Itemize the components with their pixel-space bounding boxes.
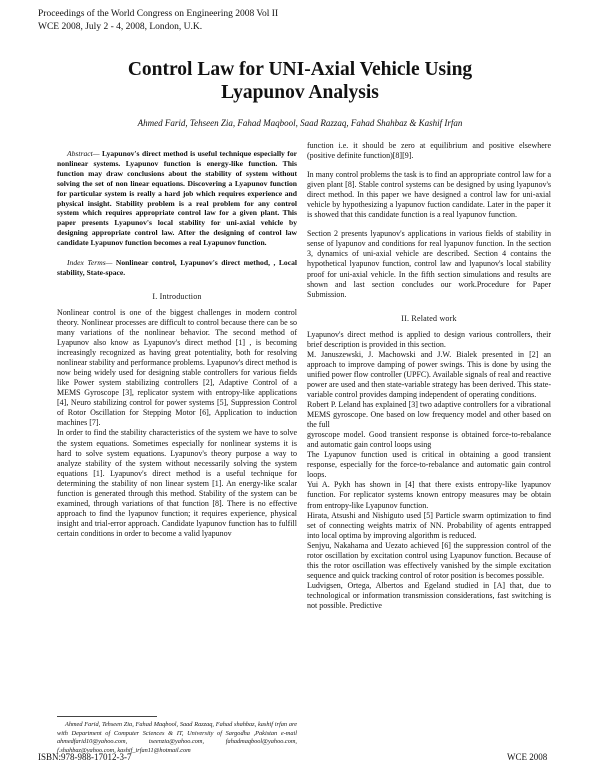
index-terms-text: Nonlinear control, Lyapunov's direct method, , Local stability, State-space. (57, 258, 297, 277)
conference-footer: WCE 2008 (507, 752, 548, 762)
abstract (57, 149, 297, 248)
conference-name: Proceedings of the World Congress on Engineering 2008 Vol II (38, 9, 279, 19)
right-column (307, 141, 551, 611)
paragraph: gyroscope model. Good transient response is obtained force-to-rebalance and automatic gain control loops using (307, 430, 551, 450)
paragraph: Lyapunov's direct method is applied to design various controllers, their brief description is provided in this section. (307, 329, 551, 349)
title-line-2: Lyapunov Analysis (221, 82, 379, 103)
paragraph: Hirata, Atsushi and Nishiguto used [5] Particle swarm optimization to find set of connecting weights matrix of NN. Probability of agents entrapped into local optima by improving algorithm is reduced. (307, 510, 551, 540)
paper-title (0, 58, 600, 104)
isbn-footer: ISBN:978-988-17012-3-7 (38, 752, 132, 762)
paragraph: Yui A. Pykh has shown in [4] that there exists entropy-like lyapunov function. For replicator systems known entropy measures may be obtain from entropy-like Lyapunov function. (307, 480, 551, 510)
footnote-text: Ahmed Farid, Tehseen Zia, Fahad Maqbool, Saad Razzaq, Fahad shahbaz, kashif irfan are with Department of Computer Sciences & IT, University of Sargodha ,Pakistan e-mail ahmedfarid10@yahoo.com, tseenzia@yahoo.com, fahadmaqbool@yahoo.com, f.shahbaz@yahoo.com, kashif_irfan11@hotmail.com (57, 721, 297, 754)
index-terms-label: Index Terms— (67, 258, 113, 268)
footnote-divider (57, 716, 157, 717)
section-heading-introduction: I. Introduction (152, 291, 202, 301)
paragraph: Nonlinear control is one of the biggest challenges in modern control theory. Nonlinear processes are difficult to control because there can be so many variations of the nonlinear behavior. The second method of Lyapunov also know as Lyapunov's direct method [1] , is becoming increasingly recognized as having great potentiality, both for resolving nonlinear stability and performance problems. Lyapunov's direct method is now being widely used for designing stable controllers for various fields like Power system stabilizing controllers [2], Adaptive Control of a MEMS Gyroscope [3], replicator system with entropy-like applications [4], Neuro stabilizing control for power systems [5], Suppression Control of Rotor Oscillation for Stepping Motor [6], Application to induction machines [7]. (57, 307, 297, 428)
paragraph: function i.e. it should be zero at equilibrium and positive elsewhere (positive definite function)[8][9]. (307, 141, 551, 161)
paragraph: In order to find the stability characteristics of the system we have to solve the system equations. Sometimes especially for nonlinear systems it is hard to solve system equations. Lyapunov's theory purpose a way to analyze stability of the system without necessarily solving the system equations [1]. Lyapunov's direct method is a useful technique for determining the stability of non linear system [1]. An energy-like scalar function is generated through this method. Stability of the system can be examined, through variations of that function [8]. There is no effective approach to find the lyapunov function; it requires experience, physical insight and trial-error approach. Candidate lyapunov function has to fulfill certain conditions in order to become a valid lyapunov (57, 428, 297, 538)
left-column (57, 149, 297, 539)
paragraph: Section 2 presents lyapunov's applications in various fields of stability in sense of lyapunov and conditions for real lyapunov function. In the section 3, dynamics of uni-axial vehicle are described. Section 4 contains the hypothetical lyapunov function, control law and lyapunov's local stability proof for uni-axial vehicle. In the fifth section simulations and results are shown and last section concludes our work.Procedure for Paper Submission. (307, 229, 551, 299)
abstract-text: Lyapunov's direct method is useful technique especially for nonlinear systems. Lyapunov function is energy-like function. This function may draw conclusions about the stability of system without solving the set of non linear equations. Discovering a Lyapunov function for particular system is really a hard job which requires experience and physical insight. Stability problem is a real problem for any control system which requires appropriate control law for a given plant. This paper presents Lyapunov's local stability for uni-axial vehicle by designing appropriate control law. After the designing of control law candidate Lyapunov function becomes a real Lyapunov function. (57, 149, 297, 248)
paragraph: The Lyapunov function used is critical in obtaining a good transient response, especially for the force-to-rebalance and automatic gain control loops. (307, 450, 551, 480)
abstract-label: Abstract— (67, 149, 100, 158)
paragraph: Robert P. Leland has explained [3] two adaptive controllers for a vibrational MEMS gyroscope. One based on low frequency model and other based on the full (307, 400, 551, 430)
paragraph: Senjyu, Nakahama and Uezato achieved [6] the suppression control of the rotor oscillation by excitation control using Lyapunov function. Because of this the rotor oscillation was effectively vanished by the simple excitation sequence and quick tracking control of rotor position is becomes possible. (307, 540, 551, 580)
conference-header (38, 8, 278, 34)
paragraph: Ludvigsen, Ortega, Albertos and Egeland studied in [A] that, due to technological or information transmission considerations, fast switching is not possible. Predictive (307, 580, 551, 610)
title-line-1: Control Law for UNI-Axial Vehicle Using (127, 59, 473, 80)
author-affiliation-footnote (57, 721, 297, 755)
paragraph: In many control problems the task is to find an appropriate control law for a given plant [8]. Stable control systems can be designed by using lyapunov's direct method. In this paper we have designed a control law for uni-axial vehicle by hypothesizing a lyapunov fuction candidate. Later in the paper it is showed that this candidate function is a real lyapunov function. (307, 170, 551, 220)
author-list: Ahmed Farid, Tehseen Zia, Fahad Maqbool, Saad Razzaq, Fahad Shahbaz & Kashif Irfan (137, 118, 463, 128)
index-terms (57, 258, 297, 278)
section-heading-related-work: II. Related work (401, 313, 457, 323)
paragraph: M. Januszewski, J. Machowski and J.W. Bialek presented in [2] an approach to improve damping of power swings. This is done by using the unified power flow controller (UPFC). Available signals of real and reactive power are used and then state-variable strategy has been derived. This state-variable control provides damping independent of operating conditions. (307, 349, 551, 399)
conference-date-location: WCE 2008, July 2 - 4, 2008, London, U.K. (38, 22, 203, 32)
